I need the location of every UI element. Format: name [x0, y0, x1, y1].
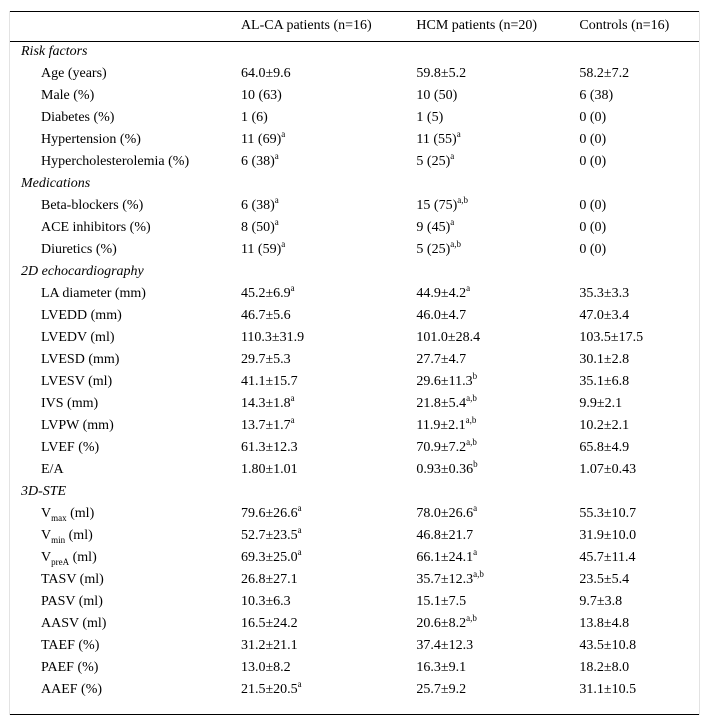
table-row: [10, 547, 699, 569]
significance-marker: a: [274, 195, 279, 205]
value-cell: [406, 525, 569, 547]
cell-value: 5 (25): [416, 154, 451, 169]
value-cell: [231, 217, 406, 239]
table-row: [10, 525, 699, 547]
cell-value: 1 (6): [240, 110, 268, 125]
row-label: [10, 591, 231, 613]
value-cell: [569, 591, 699, 613]
significance-marker: a: [297, 525, 302, 535]
table-row: [10, 217, 699, 239]
cell-value: 11.9±2.1: [416, 418, 466, 433]
cell-value: 31.2±21.1: [240, 638, 298, 653]
label-text: Hypertension (%): [41, 132, 141, 147]
significance-marker: a: [281, 129, 286, 139]
table-row: [10, 415, 699, 437]
significance-marker: a,b: [457, 195, 468, 205]
label-text: E/A: [41, 462, 64, 477]
section-row: [10, 481, 699, 503]
bottom-rule: [10, 714, 699, 715]
value-cell: [406, 85, 569, 107]
table-row: [10, 349, 699, 371]
significance-marker: a: [450, 151, 455, 161]
cell-value: 0 (0): [579, 220, 607, 235]
significance-marker: a: [290, 283, 295, 293]
value-cell: [569, 503, 699, 525]
label-text: ACE inhibitors (%): [41, 220, 151, 235]
value-cell: [406, 195, 569, 217]
cell-value: 44.9±4.2: [416, 286, 467, 301]
value-cell: [231, 195, 406, 217]
cell-value: 0 (0): [579, 242, 607, 257]
cell-value: 21.5±20.5: [240, 682, 298, 697]
value-cell: [569, 635, 699, 657]
value-cell: [231, 283, 406, 305]
cell-value: 103.5±17.5: [579, 330, 644, 345]
label-text: V: [41, 528, 52, 543]
section-title: Risk factors: [21, 44, 88, 59]
cell-value: 46.8±21.7: [416, 528, 474, 543]
value-cell: [406, 415, 569, 437]
row-label: [10, 239, 231, 261]
value-cell: [231, 129, 406, 151]
value-cell: [569, 569, 699, 591]
value-cell: [231, 459, 406, 481]
significance-marker: b: [473, 459, 478, 469]
value-cell: [569, 525, 699, 547]
cell-value: 5 (25): [416, 242, 451, 257]
cell-value: 101.0±28.4: [416, 330, 481, 345]
section-row: [10, 173, 699, 195]
value-cell: [406, 129, 569, 151]
cell-value: 8 (50): [240, 220, 275, 235]
significance-marker: a: [274, 217, 279, 227]
value-cell: [406, 569, 569, 591]
significance-marker: a: [466, 283, 471, 293]
value-cell: [569, 459, 699, 481]
header-hcm: HCM patients (n=20): [416, 18, 538, 33]
significance-marker: a: [297, 679, 302, 689]
label-text: IVS (mm): [41, 396, 99, 411]
row-label: [10, 151, 231, 173]
table-row: [10, 371, 699, 393]
value-cell: [569, 547, 699, 569]
table-row: [10, 85, 699, 107]
cell-value: 6 (38): [240, 198, 275, 213]
cell-value: 13.0±8.2: [240, 660, 291, 675]
value-cell: [231, 613, 406, 635]
significance-marker: a: [297, 547, 302, 557]
label-text: V: [41, 506, 52, 521]
value-cell: [569, 283, 699, 305]
cell-value: 10.3±6.3: [240, 594, 291, 609]
value-cell: [231, 415, 406, 437]
value-cell: [231, 63, 406, 85]
table-frame: [9, 11, 700, 715]
significance-marker: b: [472, 371, 478, 381]
value-cell: [569, 415, 699, 437]
cell-value: 15 (75): [416, 198, 458, 213]
label-text: TASV (ml): [41, 572, 104, 587]
section-title: Medications: [21, 176, 91, 191]
cell-value: 0 (0): [579, 110, 607, 125]
significance-marker: a: [456, 129, 461, 139]
label-text: Age (years): [41, 66, 107, 81]
cell-value: 1.80±1.01: [240, 462, 298, 477]
cell-value: 65.8±4.9: [579, 440, 630, 455]
table-row: [10, 459, 699, 481]
row-label: [10, 129, 231, 151]
cell-value: 0 (0): [579, 198, 607, 213]
cell-value: 55.3±10.7: [579, 506, 637, 521]
significance-marker: a,b: [473, 569, 484, 579]
cell-value: 13.7±1.7: [240, 418, 291, 433]
row-label: [10, 217, 231, 239]
label-text: Male (%): [41, 88, 95, 103]
value-cell: [231, 547, 406, 569]
cell-value: 13.8±4.8: [579, 616, 630, 631]
row-label: [10, 63, 231, 85]
value-cell: [406, 217, 569, 239]
table-row: [10, 635, 699, 657]
value-cell: [231, 305, 406, 327]
value-cell: [569, 107, 699, 129]
significance-marker: a: [290, 415, 295, 425]
value-cell: [569, 129, 699, 151]
value-cell: [231, 503, 406, 525]
value-cell: [406, 459, 569, 481]
cell-value: 14.3±1.8: [240, 396, 291, 411]
row-label: [10, 679, 231, 701]
cell-value: 29.7±5.3: [240, 352, 291, 367]
label-text: AASV (ml): [41, 616, 107, 631]
cell-value: 45.7±11.4: [579, 550, 636, 565]
label-text: PAEF (%): [41, 660, 99, 675]
row-label: [10, 547, 231, 569]
cell-value: 35.1±6.8: [579, 374, 630, 389]
cell-value: 1.07±0.43: [579, 462, 637, 477]
label-text: LVPW (mm): [41, 418, 114, 433]
significance-marker: a,b: [466, 613, 477, 623]
value-cell: [231, 85, 406, 107]
section-title: 3D-STE: [21, 484, 67, 499]
significance-marker: a: [450, 217, 455, 227]
row-label: [10, 569, 231, 591]
row-label: [10, 613, 231, 635]
value-cell: [406, 283, 569, 305]
cell-value: 66.1±24.1: [416, 550, 474, 565]
value-cell: [231, 349, 406, 371]
cell-value: 41.1±15.7: [240, 374, 298, 389]
value-cell: [406, 371, 569, 393]
row-label: [10, 393, 231, 415]
cell-value: 11 (59): [240, 242, 282, 257]
cell-value: 0 (0): [579, 154, 607, 169]
value-cell: [406, 305, 569, 327]
table-row: [10, 129, 699, 151]
cell-value: 18.2±8.0: [579, 660, 630, 675]
row-label: [10, 195, 231, 217]
cell-value: 27.7±4.7: [416, 352, 467, 367]
value-cell: [231, 437, 406, 459]
label-text: LVESV (ml): [41, 374, 113, 389]
row-label: [10, 437, 231, 459]
label-text: AAEF (%): [41, 682, 103, 697]
value-cell: [231, 657, 406, 679]
significance-marker: a: [473, 503, 478, 513]
table-row: [10, 63, 699, 85]
value-cell: [406, 327, 569, 349]
header-row: [10, 11, 699, 41]
table-row: [10, 151, 699, 173]
cell-value: 21.8±5.4: [416, 396, 467, 411]
cell-value: 35.7±12.3: [416, 572, 474, 587]
row-label: [10, 85, 231, 107]
cell-value: 1 (5): [416, 110, 444, 125]
cell-value: 46.7±5.6: [240, 308, 291, 323]
cell-value: 6 (38): [579, 88, 614, 103]
cell-value: 16.5±24.2: [240, 616, 298, 631]
value-cell: [406, 547, 569, 569]
value-cell: [569, 151, 699, 173]
value-cell: [406, 393, 569, 415]
cell-value: 70.9±7.2: [416, 440, 467, 455]
value-cell: [231, 591, 406, 613]
cell-value: 110.3±31.9: [240, 330, 305, 345]
header-controls: Controls (n=16): [579, 18, 670, 33]
table-row: [10, 613, 699, 635]
significance-marker: a: [473, 547, 478, 557]
value-cell: [569, 679, 699, 701]
label-text: LA diameter (mm): [41, 286, 146, 301]
value-cell: [569, 85, 699, 107]
cell-value: 78.0±26.6: [416, 506, 474, 521]
table-row: [10, 195, 699, 217]
value-cell: [406, 657, 569, 679]
cell-value: 31.9±10.0: [579, 528, 637, 543]
header-al-ca: AL-CA patients (n=16): [240, 18, 372, 33]
cell-value: 31.1±10.5: [579, 682, 637, 697]
label-text: LVEDD (mm): [41, 308, 122, 323]
value-cell: [569, 437, 699, 459]
cell-value: 30.1±2.8: [579, 352, 630, 367]
value-cell: [231, 393, 406, 415]
cell-value: 25.7±9.2: [416, 682, 467, 697]
label-text: LVEF (%): [41, 440, 100, 455]
cell-value: 11 (69): [240, 132, 282, 147]
cell-value: 15.1±7.5: [416, 594, 467, 609]
significance-marker: a,b: [450, 239, 461, 249]
cell-value: 69.3±25.0: [240, 550, 298, 565]
cell-value: 79.6±26.6: [240, 506, 298, 521]
significance-marker: a,b: [465, 415, 477, 425]
cell-value: 6 (38): [240, 154, 275, 169]
label-unit: (ml): [66, 506, 95, 521]
value-cell: [406, 613, 569, 635]
table-body: [10, 41, 699, 701]
cell-value: 37.4±12.3: [416, 638, 474, 653]
label-text: V: [41, 550, 52, 565]
value-cell: [569, 657, 699, 679]
cell-value: 45.2±6.9: [240, 286, 291, 301]
significance-marker: a: [281, 239, 286, 249]
significance-marker: a: [274, 151, 279, 161]
cell-value: 10.2±2.1: [579, 418, 630, 433]
cell-value: 9 (45): [416, 220, 451, 235]
value-cell: [231, 371, 406, 393]
value-cell: [406, 437, 569, 459]
cell-value: 35.3±3.3: [579, 286, 630, 301]
cell-value: 10 (50): [416, 88, 458, 103]
value-cell: [569, 327, 699, 349]
value-cell: [406, 679, 569, 701]
cell-value: 61.3±12.3: [240, 440, 298, 455]
value-cell: [406, 239, 569, 261]
row-label: [10, 525, 231, 547]
cell-value: 46.0±4.7: [416, 308, 467, 323]
table-row: [10, 107, 699, 129]
value-cell: [406, 503, 569, 525]
cell-value: 23.5±5.4: [579, 572, 630, 587]
row-label: [10, 349, 231, 371]
row-label: [10, 657, 231, 679]
value-cell: [569, 195, 699, 217]
value-cell: [231, 239, 406, 261]
value-cell: [406, 349, 569, 371]
table-row: [10, 657, 699, 679]
row-label: [10, 459, 231, 481]
cell-value: 43.5±10.8: [579, 638, 637, 653]
label-unit: (ml): [69, 550, 97, 565]
value-cell: [406, 591, 569, 613]
value-cell: [231, 569, 406, 591]
label-subscript: min: [51, 535, 66, 545]
value-cell: [406, 635, 569, 657]
characteristics-table: [10, 11, 699, 701]
row-label: [10, 371, 231, 393]
label-subscript: max: [51, 513, 67, 523]
cell-value: 9.7±3.8: [579, 594, 623, 609]
label-unit: (ml): [65, 528, 93, 543]
value-cell: [231, 635, 406, 657]
value-cell: [406, 63, 569, 85]
value-cell: [406, 107, 569, 129]
cell-value: 20.6±8.2: [416, 616, 467, 631]
value-cell: [569, 305, 699, 327]
row-label: [10, 107, 231, 129]
cell-value: 0 (0): [579, 132, 607, 147]
value-cell: [569, 371, 699, 393]
section-row: [10, 41, 699, 63]
value-cell: [569, 217, 699, 239]
value-cell: [569, 393, 699, 415]
label-text: Diuretics (%): [41, 242, 117, 257]
row-label: [10, 305, 231, 327]
table-row: [10, 679, 699, 701]
row-label: [10, 327, 231, 349]
table-row: [10, 437, 699, 459]
row-label: [10, 503, 231, 525]
value-cell: [231, 679, 406, 701]
value-cell: [569, 349, 699, 371]
cell-value: 59.8±5.2: [416, 66, 467, 81]
value-cell: [231, 525, 406, 547]
cell-value: 29.6±11.3: [416, 374, 473, 389]
table-row: [10, 393, 699, 415]
significance-marker: a,b: [466, 393, 477, 403]
value-cell: [406, 151, 569, 173]
cell-value: 52.7±23.5: [240, 528, 298, 543]
cell-value: 64.0±9.6: [240, 66, 291, 81]
label-text: Beta-blockers (%): [41, 198, 144, 213]
cell-value: 16.3±9.1: [416, 660, 467, 675]
table-row: [10, 305, 699, 327]
label-text: TAEF (%): [41, 638, 100, 653]
cell-value: 58.2±7.2: [579, 66, 630, 81]
cell-value: 0.93±0.36: [416, 462, 474, 477]
table-row: [10, 569, 699, 591]
value-cell: [231, 151, 406, 173]
label-text: Hypercholesterolemia (%): [41, 154, 190, 169]
section-title: 2D echocardiography: [21, 264, 144, 279]
cell-value: 11 (55): [416, 132, 457, 147]
value-cell: [231, 327, 406, 349]
cell-value: 9.9±2.1: [579, 396, 623, 411]
row-label: [10, 415, 231, 437]
significance-marker: a: [297, 503, 302, 513]
significance-marker: a,b: [466, 437, 477, 447]
table-row: [10, 503, 699, 525]
table-row: [10, 283, 699, 305]
row-label: [10, 635, 231, 657]
label-subscript: preA: [51, 557, 70, 567]
table-row: [10, 239, 699, 261]
label-text: LVEDV (ml): [41, 330, 115, 345]
value-cell: [569, 613, 699, 635]
cell-value: 10 (63): [240, 88, 282, 103]
value-cell: [569, 239, 699, 261]
table-row: [10, 591, 699, 613]
row-label: [10, 283, 231, 305]
label-text: LVESD (mm): [41, 352, 120, 367]
cell-value: 47.0±3.4: [579, 308, 630, 323]
value-cell: [231, 107, 406, 129]
label-text: Diabetes (%): [41, 110, 115, 125]
label-text: PASV (ml): [41, 594, 103, 609]
cell-value: 26.8±27.1: [240, 572, 298, 587]
value-cell: [569, 63, 699, 85]
header-blank: [10, 11, 231, 41]
significance-marker: a: [290, 393, 295, 403]
section-row: [10, 261, 699, 283]
table-row: [10, 327, 699, 349]
